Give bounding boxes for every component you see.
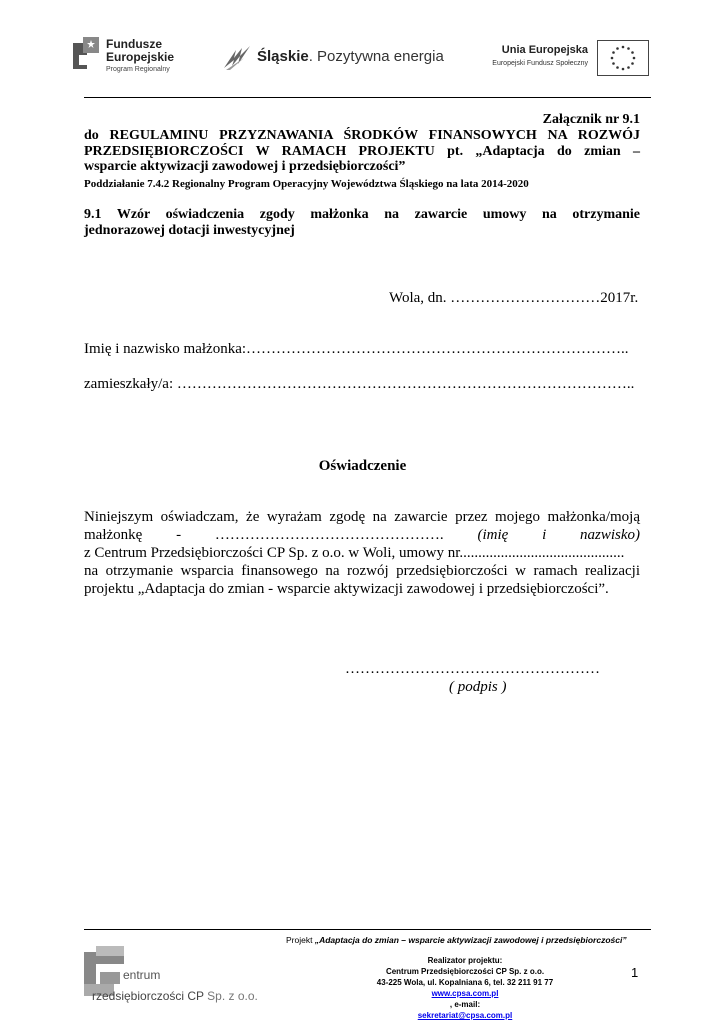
email-link[interactable]: sekretariat@cpsa.com.pl bbox=[417, 1011, 513, 1020]
annex-number: Załącznik nr 9.1 bbox=[542, 112, 640, 127]
realizer-address: 43-225 Wola, ul. Kopalniana 6, tel. 32 211 91 77 bbox=[376, 978, 554, 987]
place-date-field: Wola, dn. …………………………2017r. bbox=[389, 290, 639, 306]
fe-flag-icon bbox=[73, 37, 99, 73]
declaration-line1: Niniejszym oświadczam, że wyrażam zgodę na zawarcie przez mojego małżonka/moją bbox=[84, 509, 640, 525]
signature-label: ( podpis ) bbox=[449, 679, 507, 695]
declaration-line4: na otrzymanie wsparcia finansowego na rozwój przedsiębiorczości w ramach realizacji bbox=[84, 563, 640, 579]
website-link[interactable]: www.cpsa.com.pl bbox=[431, 989, 499, 998]
declaration-line2: małżonkę - ………………………………………. (imię i nazwisko) bbox=[84, 527, 641, 543]
declaration-line5: projektu „Adaptacja do zmian - wsparcie aktywizacji zawodowej i przedsiębiorczości”. bbox=[84, 581, 609, 597]
page-number: 1 bbox=[631, 965, 639, 980]
eu-flag-icon bbox=[597, 40, 649, 76]
unia-europejska-logo bbox=[480, 40, 650, 76]
declaration-line3: z Centrum Przedsiębiorczości CP Sp. z o.o. w Woli, umowy nr............................................ bbox=[84, 545, 625, 561]
declaration-body bbox=[84, 508, 640, 598]
form-title bbox=[84, 207, 640, 239]
slaskie-bird-icon bbox=[222, 44, 252, 72]
ue-line1: Unia Europejska bbox=[501, 44, 588, 56]
annex-title bbox=[84, 128, 640, 175]
fe-line1: Fundusze bbox=[106, 37, 162, 51]
fe-line3: Program Regionalny bbox=[106, 66, 170, 73]
signature-line: …………………………………………… bbox=[345, 661, 600, 677]
footer-divider bbox=[84, 929, 651, 930]
form-title-line1: 9.1 Wzór oświadczenia zgody małżonka na zawarcie umowy na otrzymanie bbox=[84, 207, 640, 222]
slaskie-rest: . Pozytywna energia bbox=[308, 48, 444, 65]
realizer-contacts: www.cpsa.com.pl , e-mail: sekretariat@cpsa.com.pl bbox=[417, 989, 513, 1020]
declaration-heading: Oświadczenie bbox=[318, 458, 407, 474]
annex-title-line2: PRZEDSIĘBIORCZOŚCI W RAMACH PROJEKTU pt. „Adaptacja do zmian – bbox=[84, 143, 640, 159]
annex-title-line3: wsparcie aktywizacji zawodowej i przedsiębiorczości” bbox=[84, 159, 406, 174]
cp-logo-full: rzedsiębiorczości CP Sp. z o.o. bbox=[92, 989, 258, 1003]
spouse-name-field: Imię i nazwisko małżonka:………………………………………………………………….. bbox=[84, 341, 629, 357]
centrum-logo bbox=[82, 944, 282, 1006]
annex-title-line1: do REGULAMINU PRZYZNAWANIA ŚRODKÓW FINANSOWYCH NA ROZWÓJ bbox=[84, 128, 640, 143]
realizer-label: Realizator projektu: bbox=[427, 956, 503, 965]
fe-line2: Europejskie bbox=[106, 50, 175, 64]
header-divider bbox=[84, 97, 651, 98]
fundusze-europejskie-logo bbox=[73, 33, 188, 79]
subaction-line: Poddziałanie 7.4.2 Regionalny Program Operacyjny Województwa Śląskiego na lata 2014-2020 bbox=[84, 178, 529, 190]
form-title-line2: jednorazowej dotacji inwestycyjnej bbox=[84, 223, 295, 238]
footer-project-line: Projekt „Adaptacja do zmian – wsparcie aktywizacji zawodowej i przedsiębiorczości” bbox=[286, 935, 627, 945]
slaskie-bold: Śląskie bbox=[257, 48, 309, 65]
slaskie-logo bbox=[222, 44, 442, 72]
residence-field: zamieszkały/a: ……………………………………………………………………………….. bbox=[84, 376, 635, 392]
cp-logo-entrum: entrum bbox=[123, 968, 161, 982]
realizer-name: Centrum Przedsiębiorczości CP Sp. z o.o. bbox=[385, 967, 545, 976]
footer-realizer bbox=[340, 955, 590, 1021]
ue-line2: Europejski Fundusz Społeczny bbox=[492, 60, 588, 67]
